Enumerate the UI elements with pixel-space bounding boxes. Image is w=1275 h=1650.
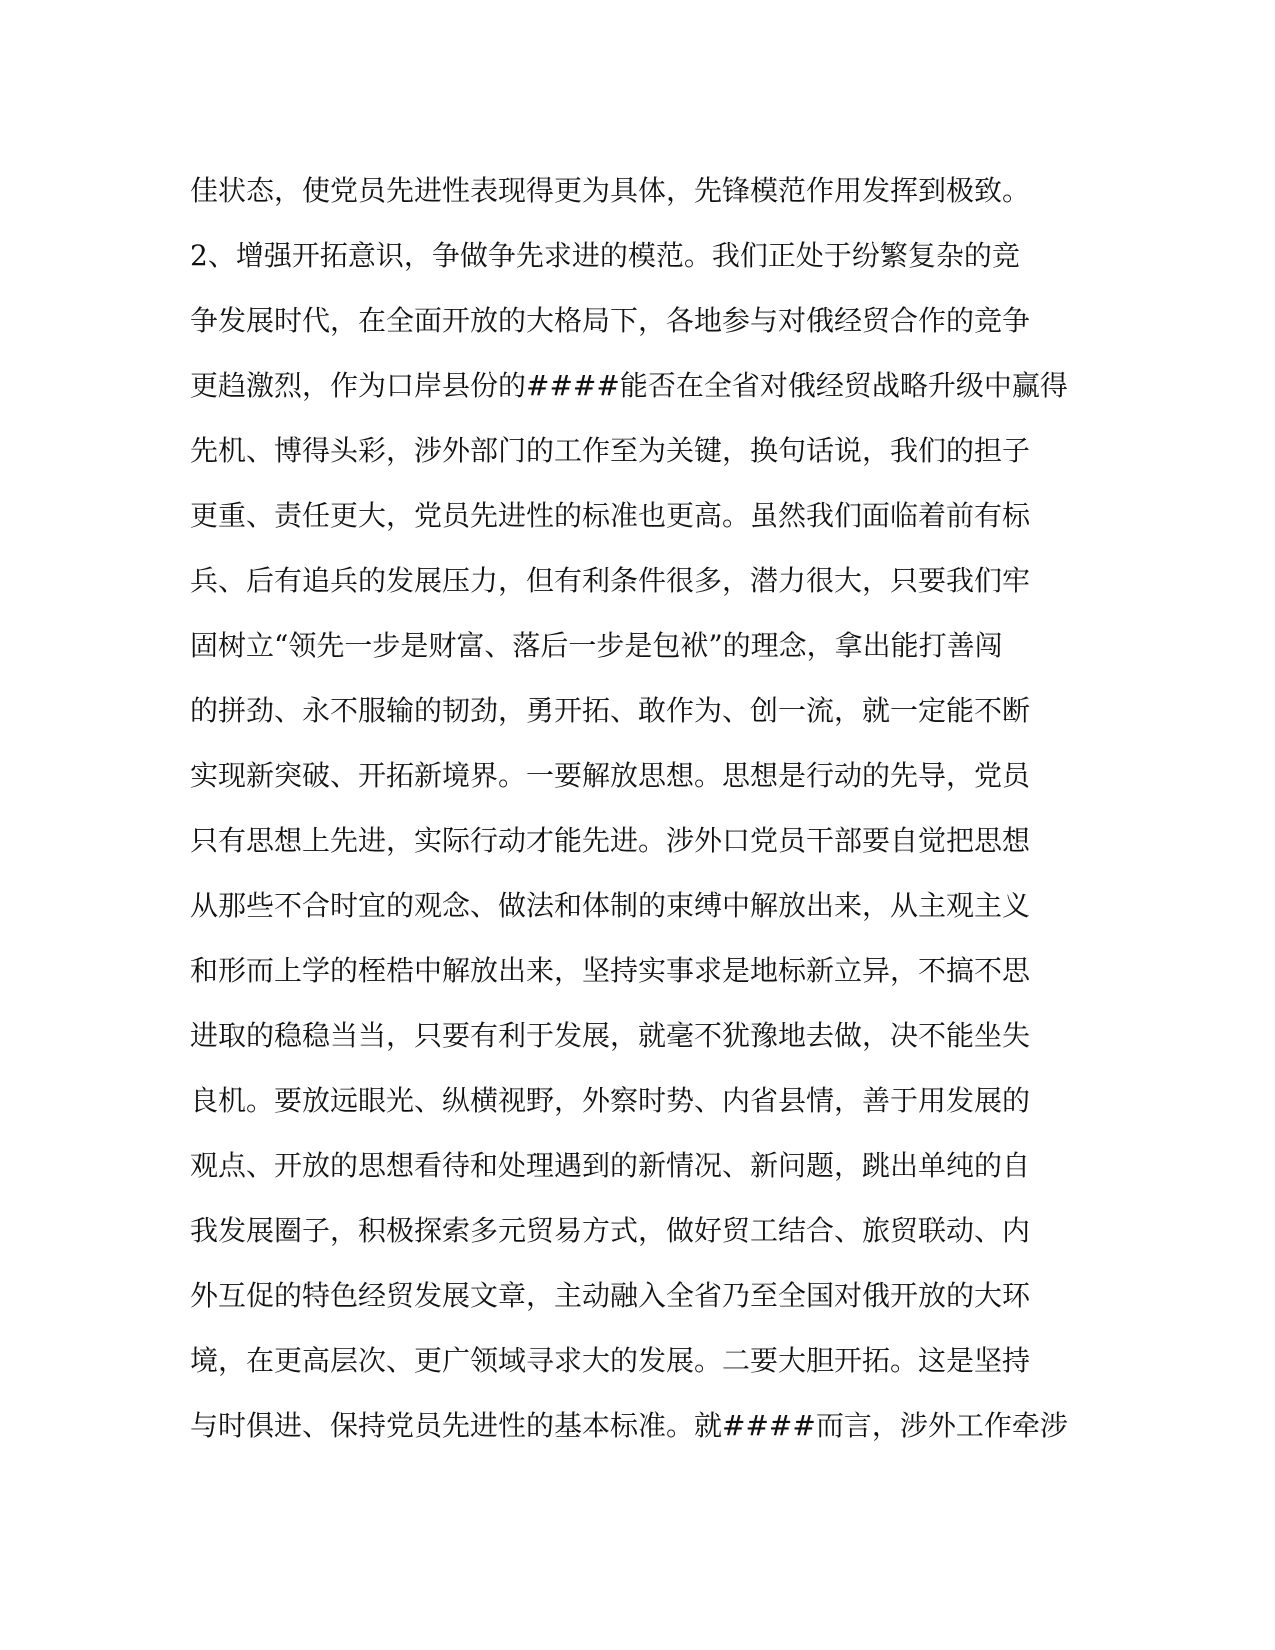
text-line: 先机、博得头彩，涉外部门的工作至为关键，换句话说，我们的担子 bbox=[190, 434, 1031, 467]
body-text bbox=[190, 158, 1070, 1458]
text-line: 进取的稳稳当当，只要有利于发展，就毫不犹豫地去做，决不能坐失 bbox=[190, 1019, 1031, 1052]
text-line: 和形而上学的桎梏中解放出来，坚持实事求是地标新立异，不搞不思 bbox=[190, 954, 1031, 987]
text-line: 境，在更高层次、更广领域寻求大的发展。二要大胆开拓。这是坚持 bbox=[190, 1344, 1031, 1377]
text-line: 更趋激烈，作为口岸县份的####能否在全省对俄经贸战略升级中赢得 bbox=[190, 369, 1068, 402]
text-line: 兵、后有追兵的发展压力，但有利条件很多，潜力很大，只要我们牢 bbox=[190, 564, 1031, 597]
text-line: 更重、责任更大，党员先进性的标准也更高。虽然我们面临着前有标 bbox=[190, 499, 1031, 532]
text-line: 良机。要放远眼光、纵横视野，外察时势、内省县情，善于用发展的 bbox=[190, 1084, 1031, 1117]
text-line: 观点、开放的思想看待和处理遇到的新情况、新问题，跳出单纯的自 bbox=[190, 1149, 1031, 1182]
text-line: 实现新突破、开拓新境界。一要解放思想。思想是行动的先导，党员 bbox=[190, 759, 1031, 792]
text-line: 与时俱进、保持党员先进性的基本标准。就####而言，涉外工作牵涉 bbox=[190, 1409, 1068, 1442]
text-line: 争发展时代，在全面开放的大格局下，各地参与对俄经贸合作的竞争 bbox=[190, 304, 1031, 337]
text-line: 外互促的特色经贸发展文章，主动融入全省乃至全国对俄开放的大环 bbox=[190, 1279, 1031, 1312]
text-line: 固树立“领先一步是财富、落后一步是包袱”的理念，拿出能打善闯 bbox=[190, 629, 1003, 662]
text-line: 从那些不合时宜的观念、做法和体制的束缚中解放出来，从主观主义 bbox=[190, 889, 1031, 922]
text-line: 2、增强开拓意识，争做争先求进的模范。我们正处于纷繁复杂的竞 bbox=[190, 239, 1020, 272]
text-line: 只有思想上先进，实际行动才能先进。涉外口党员干部要自觉把思想 bbox=[190, 824, 1031, 857]
text-line: 的拼劲、永不服输的韧劲，勇开拓、敢作为、创一流，就一定能不断 bbox=[190, 694, 1031, 727]
text-line: 佳状态，使党员先进性表现得更为具体，先锋模范作用发挥到极致。 bbox=[190, 174, 1031, 207]
text-line: 我发展圈子，积极探索多元贸易方式，做好贸工结合、旅贸联动、内 bbox=[190, 1214, 1031, 1247]
